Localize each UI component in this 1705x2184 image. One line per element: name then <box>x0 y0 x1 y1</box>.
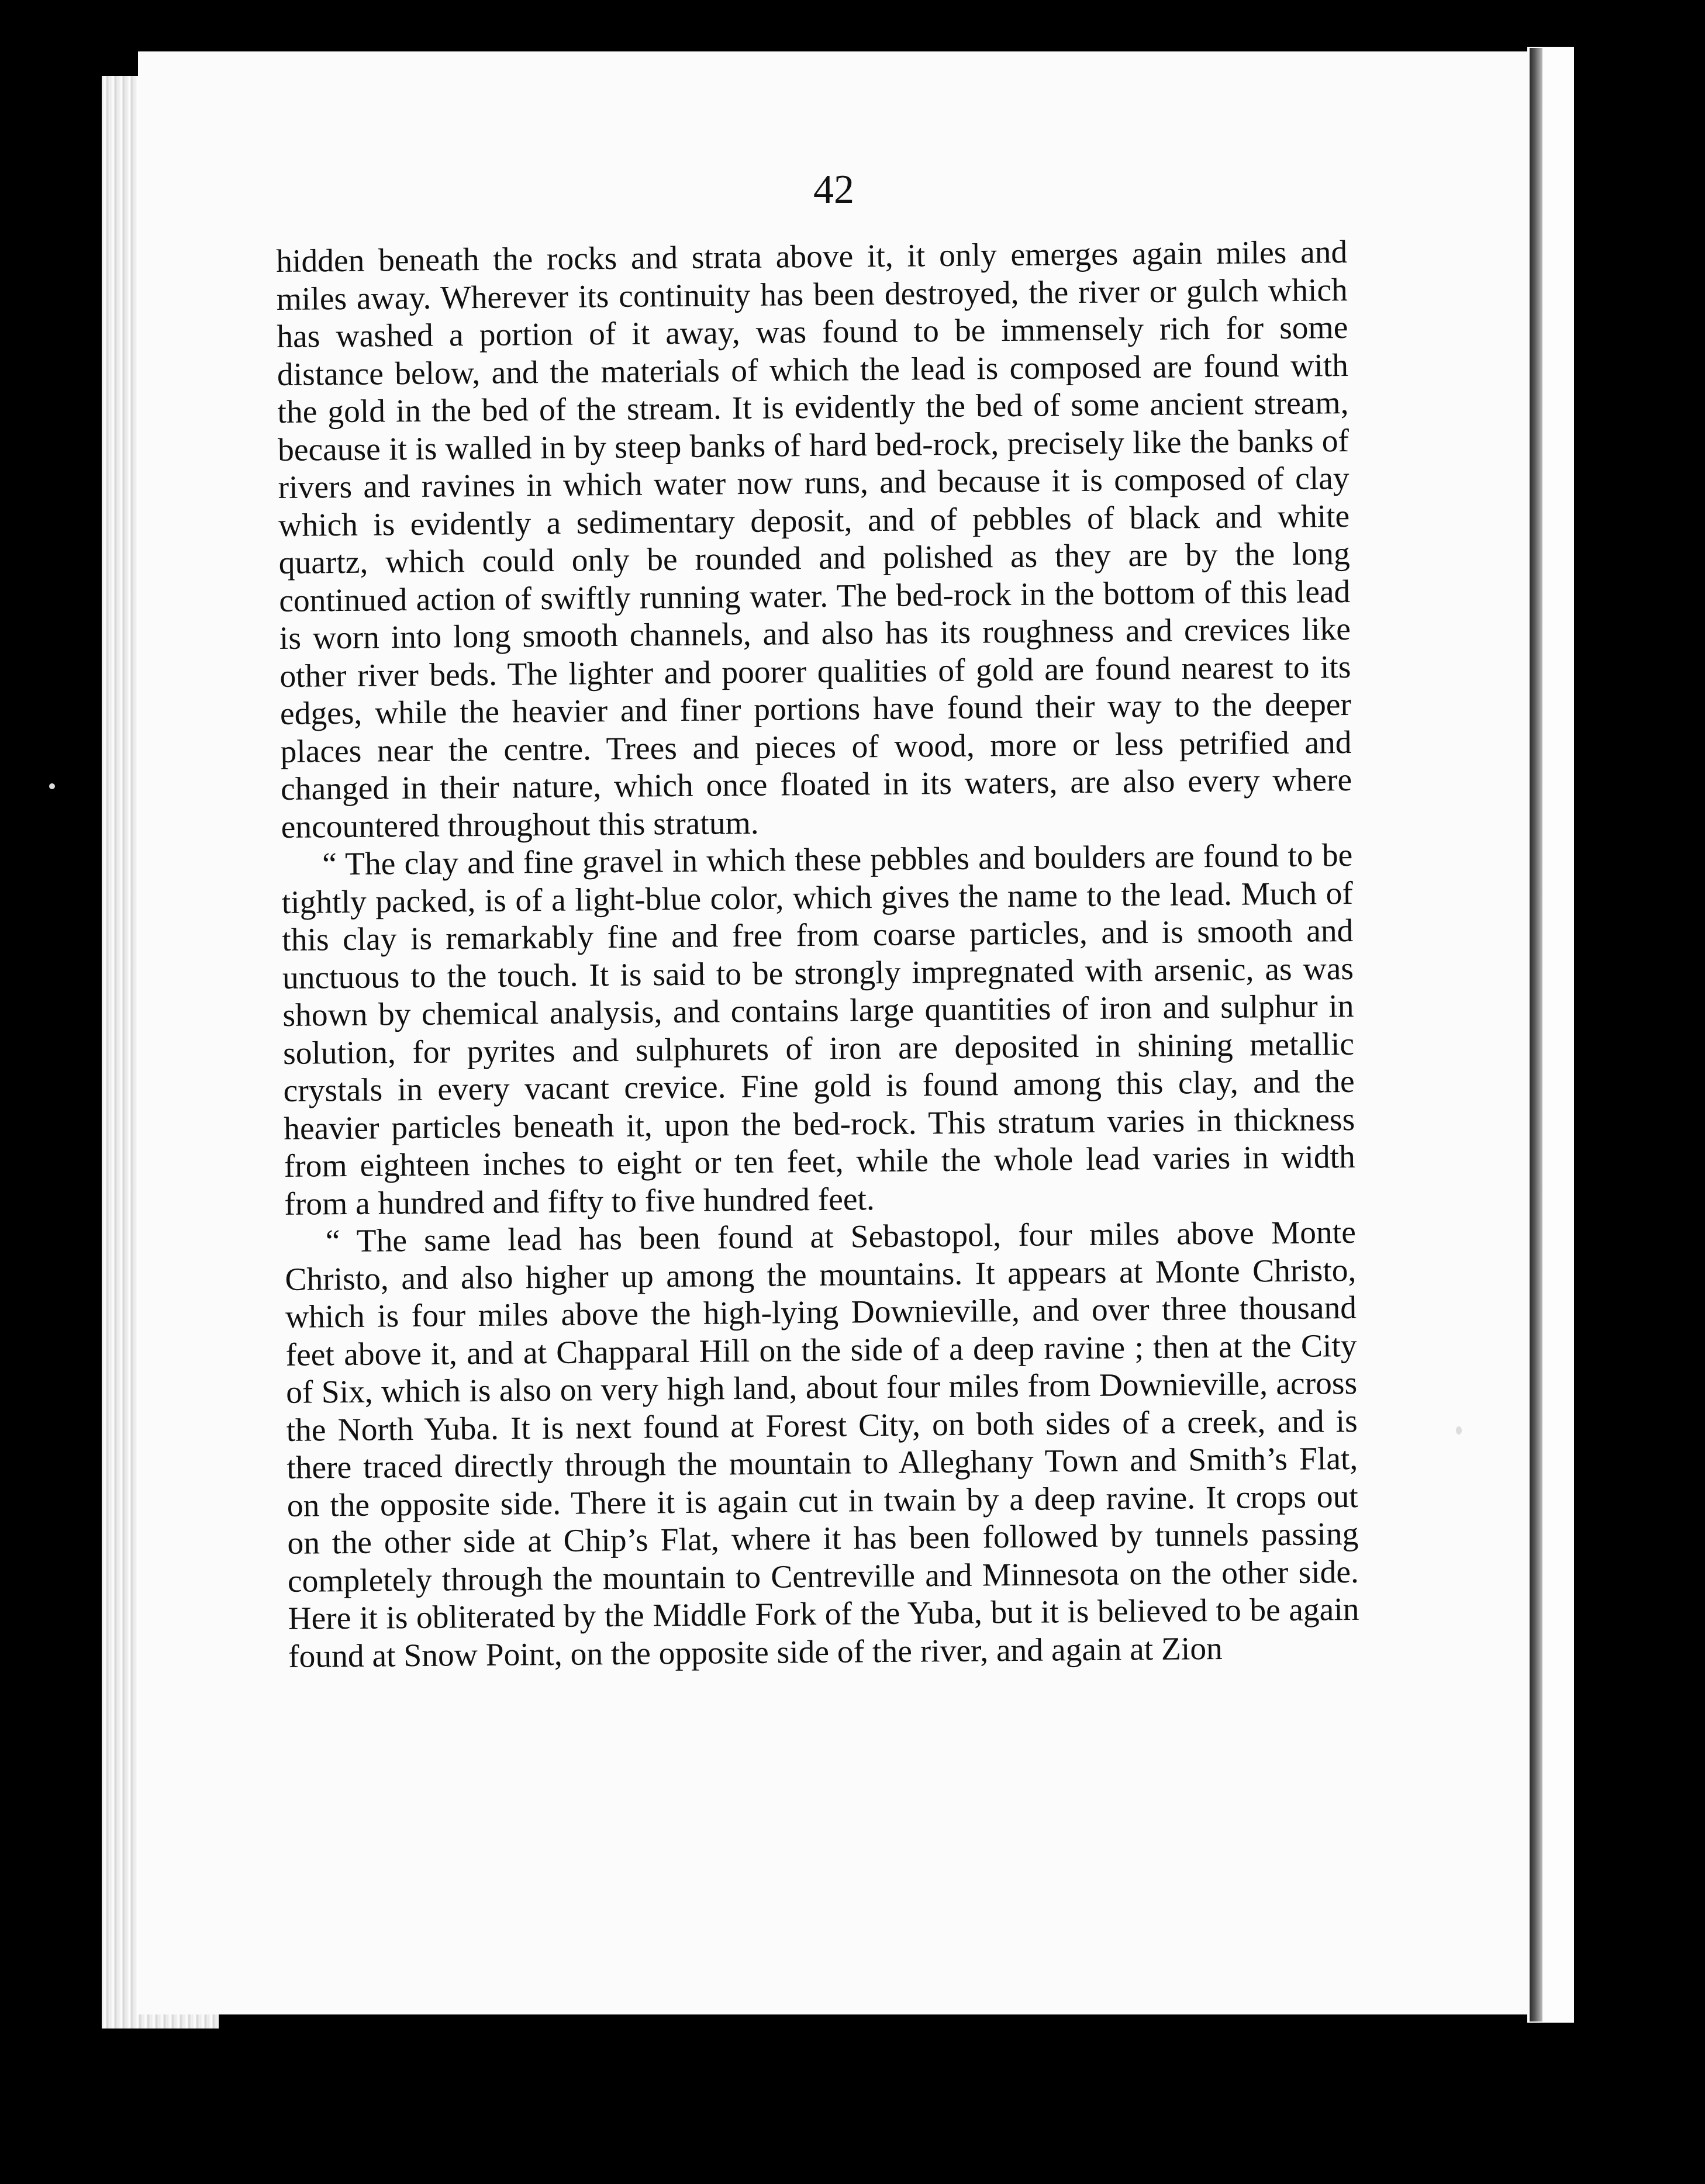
paragraph-2: “ The clay and fine gravel in which these pebbles and boulders are found to be tightly packed, is of a light-blue color, which gives the name to the lead. Much of this clay is remarkably fine and free from coarse particles, and is smooth and unctuous to the touch. It is said to be strongly impregnated with arsenic, as was shown by chemical analysis, and contains large quantities of iron and sulphur in solution, for pyrites and sulphurets of iron are deposited in shining metallic crystals in every vacant crevice. Fine gold is found among this clay, and the heavier particles beneath it, upon the bed-rock. This stratum varies in thickness from eighteen inches to eight or ten feet, while the whole lead varies in width from a hundred and fifty to five hundred feet. <box>281 837 1355 1222</box>
paragraph-3: “ The same lead has been found at Sebastopol, four miles above Monte Christo, and also higher up among the mountains. It appears at Monte Christo, which is four miles above the high-lying Downieville, and over three thousand feet above it, and at Chapparal Hill on the side of a deep ravine ; then at the City of Six, which is also on very high land, about four miles from Downieville, across the North Yuba. It is next found at Forest City, on both sides of a creek, and is there traced directly through the mountain to Alleghany Town and Smith’s Flat, on the opposite side. There it is again cut in twain by a deep ravine. It crops out on the other side at Chip’s Flat, where it has been followed by tunnels passing completely through the mountain to Centreville and Minnesota on the other side. Here it is obliterated by the Middle Fork of the Yuba, but it is believed to be again found at Snow Point, on the opposite side of the river, and again at Zion <box>285 1214 1359 1675</box>
page-number: 42 <box>813 167 854 212</box>
body-text <box>276 234 1359 1676</box>
paragraph-1: hidden beneath the rocks and strata above it, it only emerges again miles and miles away. Wherever its continuity has been destroyed, the river or gulch which has washed a portion of it away, was found to be immensely rich for some distance below, and the materials of which the lead is composed are found with the gold in the bed of the stream. It is evidently the bed of some ancient stream, because it is walled in by steep banks of hard bed-rock, precisely like the banks of rivers and ravines in which water now runs, and because it is composed of clay which is evidently a sedimentary deposit, and of pebbles of black and white quartz, which could only be rounded and polished as they are by the long continued action of swiftly running water. The bed-rock in the bottom of this lead is worn into long smooth channels, and also has its roughness and crevices like other river beds. The lighter and poorer qualities of gold are found nearest to its edges, while the heavier and finer portions have found their way to the deeper places near the centre. Trees and pieces of wood, more or less petrified and changed in their nature, which once floated in its waters, are also every where encountered throughout this stratum. <box>276 234 1352 845</box>
facing-page-gutter <box>1530 48 1542 2021</box>
scan-speck <box>1456 1426 1462 1435</box>
book-page <box>138 51 1530 2014</box>
scan-speck <box>49 783 55 789</box>
